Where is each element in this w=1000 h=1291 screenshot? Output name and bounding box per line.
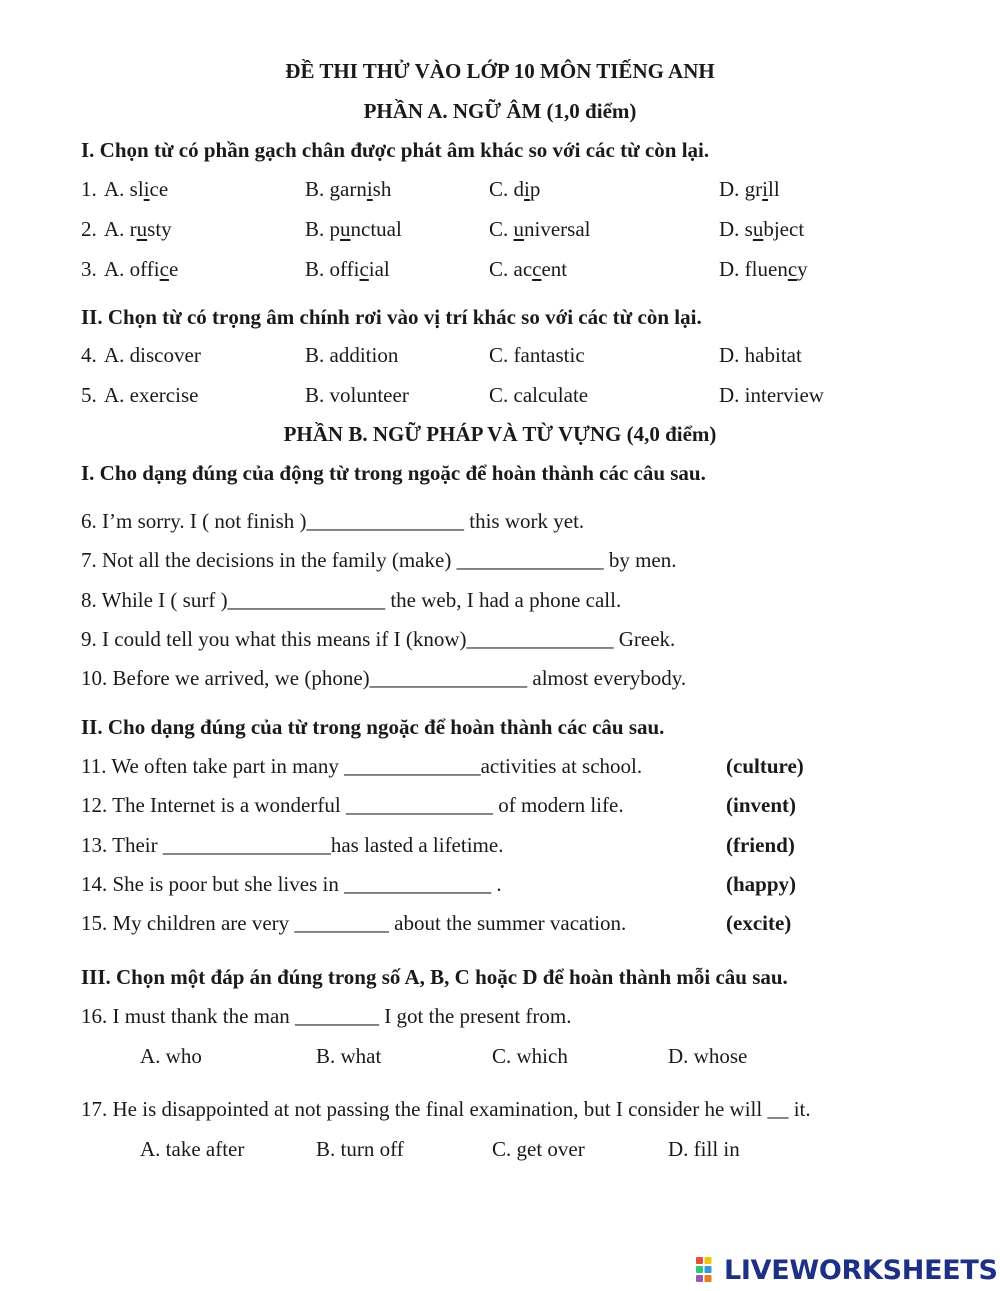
answer-option [489,256,567,282]
answer-option: A. take after [140,1137,245,1161]
question-item: 7. Not all the decisions in the family (make) ______________ by men. [81,548,677,572]
answer-option: A. who [140,1044,202,1068]
answer-option [305,256,390,282]
underlined-letter: i [366,177,373,201]
question-item: 9. I could tell you what this means if I (know)______________ Greek. [81,627,676,651]
answer-option: D. habitat [719,343,802,367]
question-item: 6. I’m sorry. I ( not finish )_______________ this work yet. [81,509,585,533]
answer-option: B. what [316,1044,382,1068]
option-text-pre: B. garn [305,177,367,201]
word-hint: (happy) [726,872,797,896]
underlined-letter: u [340,217,351,241]
answer-option: C. fantastic [489,343,585,367]
option-text-post: bject [763,217,805,241]
option-text-post: niversal [524,217,591,241]
option-text-pre: A. offi [104,257,160,281]
answer-option [104,216,172,242]
option-text-post: e [168,257,179,281]
section-b2-heading: II. Cho dạng đúng của từ trong ngoặc để hoàn thành các câu sau. [81,715,665,739]
option-text-pre: A. sl [104,177,144,201]
underlined-letter: u [136,217,148,241]
question-item: 8. While I ( surf )_______________ the web, I had a phone call. [81,588,622,612]
word-hint: (invent) [726,793,796,817]
option-text-post: ent [541,257,568,281]
underlined-letter: c [359,257,369,281]
question-number: 2. [81,217,97,241]
answer-option: B. turn off [316,1137,404,1161]
underlined-letter: c [532,257,542,281]
answer-option: A. discover [104,343,201,367]
answer-option [489,176,540,202]
answer-option: A. exercise [104,383,199,407]
question-text: 16. I must thank the man ________ I got the present from. [81,1004,572,1028]
underlined-letter: i [524,177,530,201]
section-b3-heading: III. Chọn một đáp án đúng trong số A, B, C hoặc D để hoàn thành mỗi câu sau. [81,965,788,989]
question-item: 10. Before we arrived, we (phone)_______________ almost everybody. [81,666,687,690]
question-text: 15. My children are very _________ about the summer vacation. [81,911,627,935]
liveworksheets-logo[interactable] [696,1254,998,1286]
answer-option: D. fill in [668,1137,740,1161]
question-number: 4. [81,343,97,367]
answer-option: C. get over [492,1137,585,1161]
question-number: 5. [81,383,97,407]
underlined-letter: u [752,217,764,241]
liveworksheets-logo-icon [696,1257,720,1283]
part-a-heading: PHẦN A. NGỮ ÂM (1,0 điểm) [363,99,637,123]
underlined-letter: c [159,257,169,281]
word-hint: (excite) [726,911,792,935]
section-b1-heading: I. Cho dạng đúng của động từ trong ngoặc để hoàn thành các câu sau. [81,461,706,485]
word-hint: (culture) [726,754,804,778]
option-text-post: ll [768,177,780,201]
liveworksheets-logo-text: LIVEWORKSHEETS [724,1254,998,1286]
answer-option: B. addition [305,343,399,367]
underlined-letter: i [762,177,769,201]
option-text-post: ce [149,177,169,201]
question-number: 1. [81,177,97,201]
question-text: 14. She is poor but she lives in ______________ . [81,872,502,896]
option-text-pre: D. gr [719,177,763,201]
option-text-post: sty [147,217,172,241]
question-text: 13. Their ________________has lasted a lifetime. [81,833,504,857]
option-text-pre: B. offi [305,257,360,281]
answer-option [719,216,804,242]
answer-option [719,256,808,282]
answer-option: D. interview [719,383,824,407]
option-text-post: ial [368,257,390,281]
option-text-pre: C. ac [489,257,533,281]
answer-option [104,256,178,282]
question-number: 3. [81,257,97,281]
question-text: 11. We often take part in many _____________activities at school. [81,754,643,778]
section-a2-heading: II. Chọn từ có trọng âm chính rơi vào vị trí khác so với các từ còn lại. [81,305,702,329]
option-text-post: y [797,257,808,281]
option-text-post: sh [372,177,392,201]
part-b-heading: PHẦN B. NGỮ PHÁP VÀ TỪ VỰNG (4,0 điểm) [283,422,717,446]
answer-option: C. calculate [489,383,589,407]
question-text: 12. The Internet is a wonderful ______________ of modern life. [81,793,624,817]
answer-option [104,176,168,202]
option-text-pre: D. s [719,217,753,241]
underlined-letter: i [143,177,150,201]
section-a1-heading: I. Chọn từ có phần gạch chân được phát âm khác so với các từ còn lại. [81,138,710,162]
answer-option: D. whose [668,1044,748,1068]
underlined-letter: u [513,217,525,241]
option-text-pre: C. d [489,177,525,201]
answer-option [305,176,391,202]
option-text-pre: C. [489,217,514,241]
question-text: 17. He is disappointed at not passing the final examination, but I consider he will __ it. [81,1097,811,1121]
answer-option [489,216,591,242]
option-text-pre: B. p [305,217,341,241]
option-text-post: p [529,177,541,201]
answer-option: B. volunteer [305,383,409,407]
page-title: ĐỀ THI THỬ VÀO LỚP 10 MÔN TIẾNG ANH [285,59,715,83]
answer-option: C. which [492,1044,568,1068]
answer-option [719,176,780,202]
option-text-pre: D. fluen [719,257,788,281]
word-hint: (friend) [726,833,795,857]
option-text-pre: A. r [104,217,137,241]
answer-option [305,216,402,242]
option-text-post: nctual [350,217,402,241]
underlined-letter: c [787,257,798,281]
